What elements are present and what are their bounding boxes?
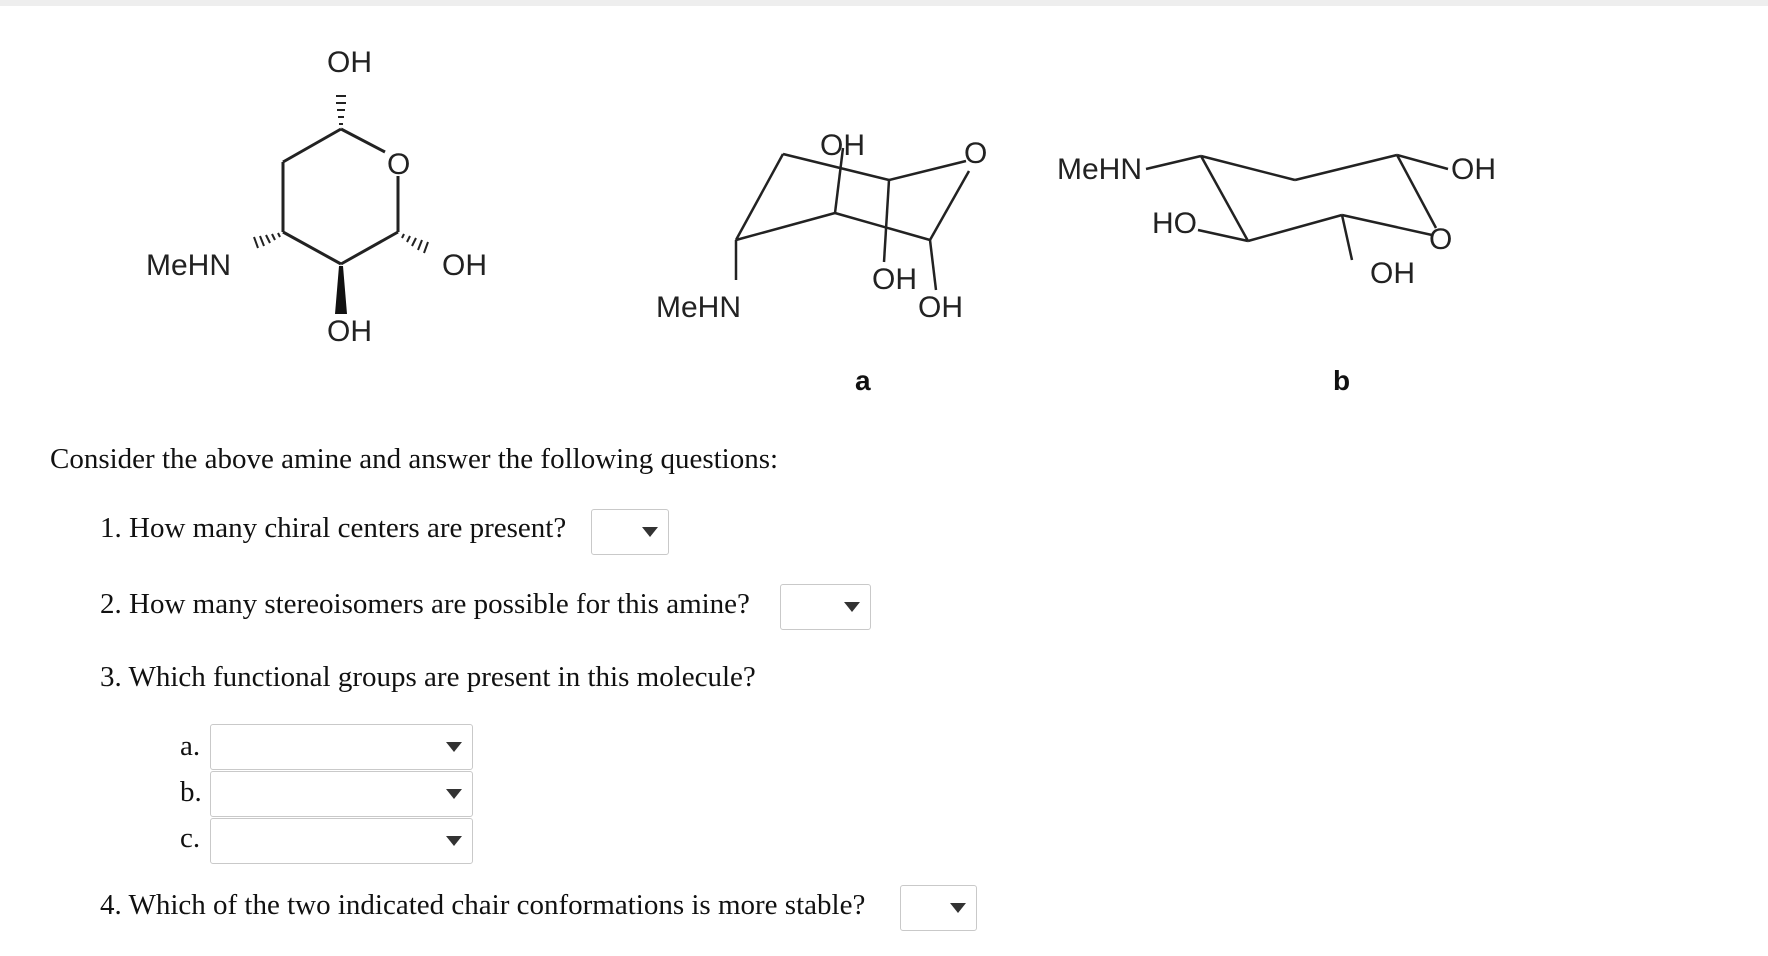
chair-a-oh-mid: OH — [872, 263, 917, 296]
q1-answer-dropdown[interactable] — [591, 509, 669, 555]
main-structure — [283, 129, 398, 264]
chair-a-ring-oxygen: O — [964, 137, 988, 170]
dropdown-arrow-icon — [446, 742, 462, 752]
dropdown-arrow-icon — [642, 527, 658, 537]
wedge-bond-bottom — [335, 266, 347, 314]
hashed-bond-left — [254, 233, 280, 248]
main-oh-bottom: OH — [327, 315, 372, 348]
main-ring-oxygen: O — [387, 148, 411, 181]
q3-letter-c: c. — [180, 822, 201, 854]
chair-a-label: a — [855, 365, 871, 396]
q4-answer-dropdown[interactable] — [900, 885, 977, 931]
chair-a-structure — [736, 148, 969, 290]
question-intro: Consider the above amine and answer the following questions: — [50, 443, 779, 475]
chair-a-mehn: MeHN — [656, 291, 742, 324]
chair-a-oh-top: OH — [820, 129, 865, 162]
chair-b-mehn: MeHN — [1057, 153, 1143, 186]
dropdown-arrow-icon — [446, 836, 462, 846]
chair-b-oh-bottom: OH — [1370, 257, 1415, 290]
hashed-bond-top — [336, 96, 346, 124]
q3c-answer-dropdown[interactable] — [210, 818, 473, 864]
main-mehn: MeHN — [146, 249, 232, 282]
question-1: 1. How many chiral centers are present? — [100, 512, 567, 544]
chair-a-oh-low: OH — [918, 291, 963, 324]
hashed-bond-right — [402, 234, 428, 253]
question-3: 3. Which functional groups are present in this molecule? — [100, 661, 756, 693]
q3-letter-a: a. — [180, 730, 201, 762]
molecule-figure — [0, 0, 1768, 420]
q3-letter-b: b. — [180, 776, 202, 808]
q3b-answer-dropdown[interactable] — [210, 771, 473, 817]
chair-b-ring-oxygen: O — [1429, 223, 1453, 256]
dropdown-arrow-icon — [844, 602, 860, 612]
q2-answer-dropdown[interactable] — [780, 584, 871, 630]
q3a-answer-dropdown[interactable] — [210, 724, 473, 770]
question-4: 4. Which of the two indicated chair conformations is more stable? — [100, 889, 866, 921]
dropdown-arrow-icon — [950, 903, 966, 913]
question-2: 2. How many stereoisomers are possible for this amine? — [100, 588, 750, 620]
main-oh-right: OH — [442, 249, 487, 282]
dropdown-arrow-icon — [446, 789, 462, 799]
chair-b-ho-left: HO — [1152, 207, 1197, 240]
main-oh-top: OH — [327, 46, 372, 79]
chair-b-oh-right: OH — [1451, 153, 1496, 186]
chair-b-label: b — [1333, 365, 1351, 396]
